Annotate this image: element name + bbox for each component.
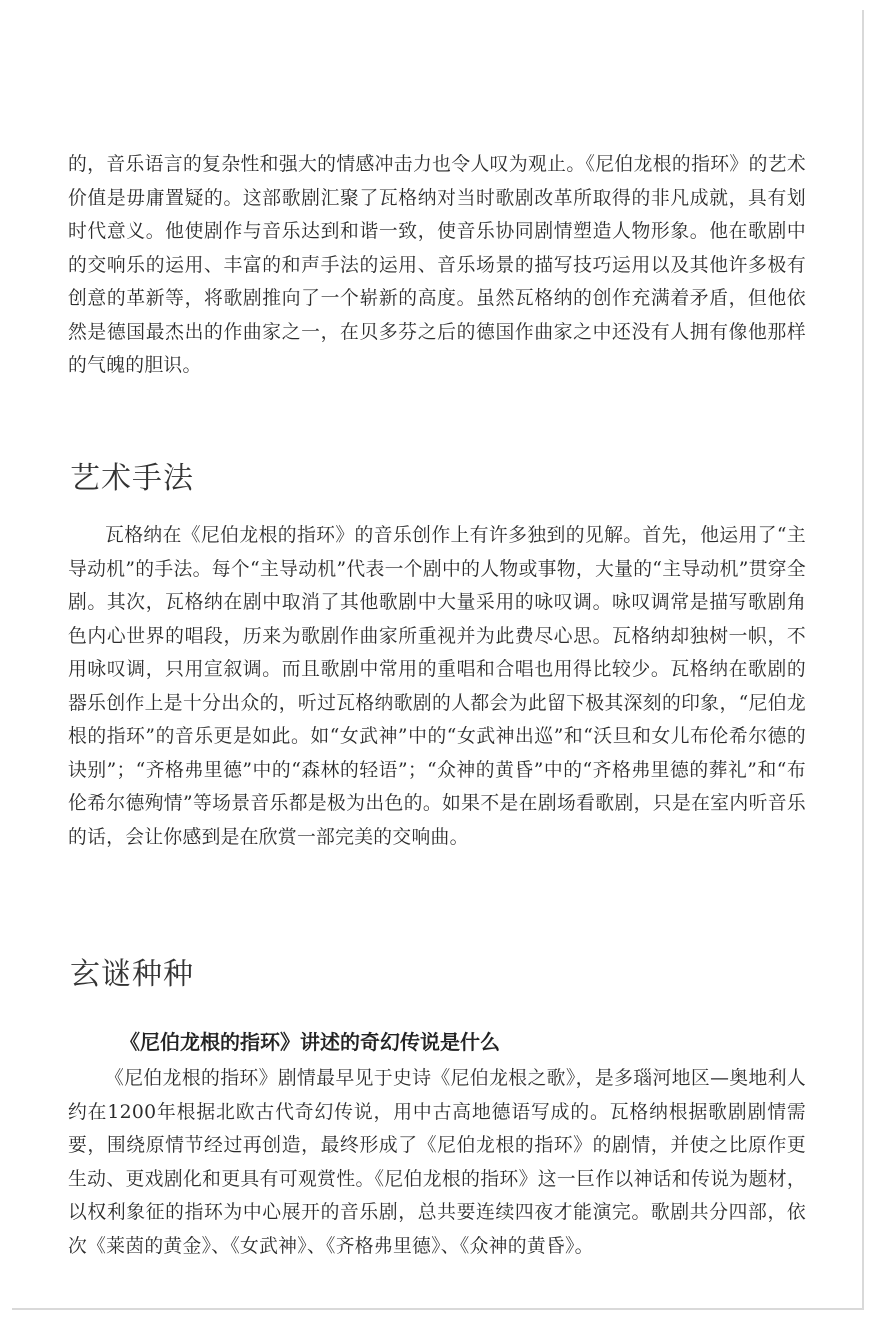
section-title-mystery: 玄谜种种 <box>70 957 194 992</box>
section-title-art: 艺术手法 <box>70 461 194 496</box>
section-mystery-paragraph: 《尼伯龙根的指环》剧情最早见于史诗《尼伯龙根之歌》，是多瑙河地区—奥地利人约在1200年根据北欧古代奇幻传说，用中古高地德语写成的。瓦格纳根据歌剧剧情需要，围绕原情节经过再创造，最终形成了《尼伯龙根的指环》的剧情，并使之比原作更生动、更戏剧化和更具有可观赏性。《尼伯龙根的指环》这一巨作以神话和传说为题材，以权利象征的指环为中心展开的音乐剧，总共要连续四夜才能演完。歌剧共分四部，依次《莱茵的黄金》、《女武神》、《齐格弗里德》、《众神的黄昏》。 <box>68 1068 806 1257</box>
section-art-paragraph: 瓦格纳在《尼伯龙根的指环》的音乐创作上有许多独到的见解。首先，他运用了“主导动机”的手法。每个“主导动机”代表一个剧中的人物或事物，大量的“主导动机”贯穿全剧。其次，瓦格纳在剧中取消了其他歌剧中大量采用的咏叹调。咏叹调常是描写歌剧角色内心世界的唱段，历来为歌剧作曲家所重视并为此费尽心思。瓦格纳却独树一帜，不用咏叹调，只用宣叙调。而且歌剧中常用的重唱和合唱也用得比较少。瓦格纳在歌剧的器乐创作上是十分出众的，听过瓦格纳歌剧的人都会为此留下极其深刻的印象，“尼伯龙根的指环”的音乐更是如此。如“女武神”中的“女武神出巡”和“沃旦和女儿布伦希尔德的诀别”；“齐格弗里德”中的“森林的轻语”；“众神的黄昏”中的“齐格弗里德的葬礼”和“布伦希尔德殉情”等场景音乐都是极为出色的。如果不是在剧场看歌剧，只是在室内听音乐的话，会让你感到是在欣赏一部完美的交响曲。 <box>68 525 806 848</box>
book-page <box>12 10 864 1310</box>
intro-paragraph: 的，音乐语言的复杂性和强大的情感冲击力也令人叹为观止。《尼伯龙根的指环》的艺术价值是毋庸置疑的。这部歌剧汇聚了瓦格纳对当时歌剧改革所取得的非凡成就，具有划时代意义。他使剧作与音乐达到和谐一致，使音乐协同剧情塑造人物形象。他在歌剧中的交响乐的运用、丰富的和声手法的运用、音乐场景的描写技巧运用以及其他许多极有创意的革新等，将歌剧推向了一个崭新的高度。虽然瓦格纳的创作充满着矛盾，但他依然是德国最杰出的作曲家之一，在贝多芬之后的德国作曲家之中还没有人拥有像他那样的气魄的胆识。 <box>68 154 806 376</box>
question-heading: 《尼伯龙根的指环》讲述的奇幻传说是什么 <box>120 1030 500 1054</box>
